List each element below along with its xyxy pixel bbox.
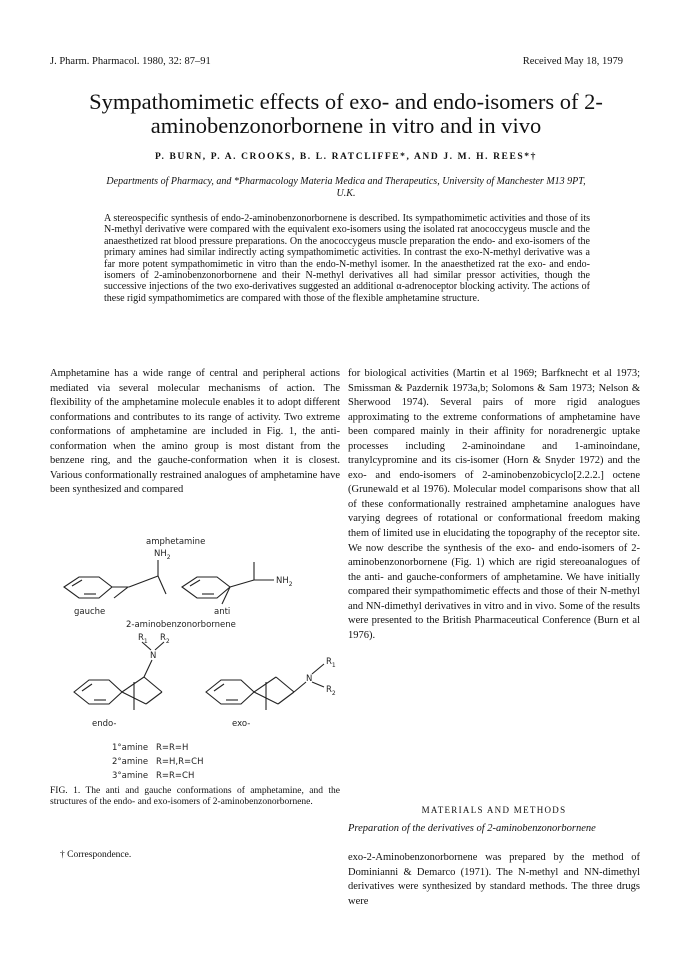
- section-heading: MATERIALS AND METHODS: [421, 805, 567, 815]
- methods-text: exo-2-Aminobenzonorbornene was prepared by the method of Dominianni & Demarco (1971). The N-methyl and NN-dimethyl derivatives were synthesized by standard methods. The three drugs were: [348, 852, 640, 907]
- n-label-right: N: [306, 674, 313, 684]
- tertiary-amine-label: 3°amine: [112, 771, 149, 781]
- body-text-right: for biological activities (Martin et al 1969; Barfknecht et al 1973; Smissman & Pazdernik 1973a,b; Solomons & Sam 1973; Nelson & Sherwood 1974). Several pairs of more rigid analogues approximating to the extreme conformations of amphetamine have been compared mainly in their affinity for noradrenergic uptake processes including 2-aminoindane and 1-aminoindane, tranylcypromine and its cis-isomer (Horn & Snyder 1972) and the exo- and endo-isomers of 2-aminobenzobicyclo[2.2.2.] octene (Grunewald et al 1976). Molecular model comparisons show that all of these conformationally restrained amphetamine analogues have varying degrees of rotational or conformational freedom making them of limited use in elucidating the topography of the receptor site. We now describe the synthesis of the exo- and endo-isomers of 2-aminobenzonorbornene (Fig. 1) which are rigid stereoanalogues of the anti- and gauche-conformers of amphetamine. We have initially compared their sympathomimetic effects and those of their N-methyl and NN-dimethyl derivatives in vitro and in vivo. Some of the results were presented to the British Pharmaceutical Conference (Burn et al 1976).: [348, 368, 640, 641]
- correspondence-note: † Correspondence.: [60, 850, 132, 860]
- amphetamine-label: amphetamine: [146, 537, 206, 547]
- tertiary-amine-formula: R=R=CH: [156, 771, 195, 781]
- primary-amine-formula: R=R=H: [156, 743, 189, 753]
- r1-label-left: $R_1$: [138, 633, 148, 645]
- journal-citation: J. Pharm. Pharmacol. 1980, 32: 87–91: [50, 56, 211, 67]
- figure-caption: FIG. 1. The anti and gauche conformations of amphetamine, and the structures of the endo- and exo-isomers of 2-aminobenzonorbornene.: [50, 786, 340, 807]
- anti-label: anti: [214, 607, 231, 617]
- body-text-left: Amphetamine has a wide range of central and peripheral actions mediated via several molecular mechanisms of action. The flexibility of the amphetamine molecule enables it to adopt different conformations and contributes to its range of activity. Two extreme conformations of amphetamine are included in Fig. 1, the anti-conformation when the amino group is most distant from the benzene ring, and the gauche-conformation when it is closest. Various conformationally restrained analogues of amphetamine have been synthesized and compared: [50, 368, 340, 496]
- affiliation: Departments of Pharmacy, and *Pharmacology Materia Medica and Therapeutics, University of Manchester M13 9PT, U.K.: [106, 176, 586, 199]
- author-list: P. BURN, P. A. CROOKS, B. L. RATCLIFFE*, AND J. M. H. REES*†: [154, 152, 537, 162]
- anti-structure: [182, 562, 274, 604]
- nh2-label-gauche: $NH_2$: [154, 549, 171, 561]
- endo-label: endo-: [92, 719, 117, 729]
- secondary-amine-formula: R=H,R=CH: [156, 757, 204, 767]
- structure-figure: [54, 532, 354, 782]
- subsection-heading: Preparation of the derivatives of 2-aminobenzonorbornene: [348, 823, 596, 834]
- secondary-amine-label: 2°amine: [112, 757, 149, 767]
- primary-amine-label: 1°amine: [112, 743, 149, 753]
- n-label-left: N: [150, 651, 157, 661]
- exo-structure: [206, 664, 324, 710]
- article-title: Sympathomimetic effects of exo- and endo-isomers of 2-aminobenzonorbornene in vitro and in vivo: [89, 89, 603, 138]
- abstract: A stereospecific synthesis of endo-2-aminobenzonorbornene is described. Its sympathomimetic activities and those of its N-methyl derivative were compared with the equivalent exo-isomers using the isolated rat anococcygeus muscle and the anaesthetized rat blood pressure preparations. On the anococcygeus muscle preparation the endo- and exo-isomers of the primary amines had similar indirectly acting sympathomimetic activities. In contrast the exo-N-methyl derivative was a far more potent sympathomimetic in vitro than the endo-N-methyl isomer. In the anaesthetized rat the exo- and endo-isomers of 2-aminobenzonorbornene and their N-methyl derivatives all had similar pressor activities, though the successive injections of the two exo-derivatives suggested an additional α-adrenoceptor blocking activity. The actions of these rigid sympathomimetics are compared with those of the flexible amphetamine structure.: [104, 213, 590, 304]
- gauche-structure: [64, 560, 166, 598]
- r1-label-right: $R_1$: [326, 657, 336, 669]
- r2-label-left: $R_2$: [160, 633, 170, 645]
- gauche-label: gauche: [74, 607, 106, 617]
- nh2-label-anti: $NH_2$: [276, 576, 293, 588]
- r2-label-right: $R_2$: [326, 685, 336, 697]
- received-date: Received May 18, 1979: [522, 56, 623, 67]
- exo-label: exo-: [232, 719, 251, 729]
- norbornene-label: 2-aminobenzonorbornene: [126, 620, 236, 630]
